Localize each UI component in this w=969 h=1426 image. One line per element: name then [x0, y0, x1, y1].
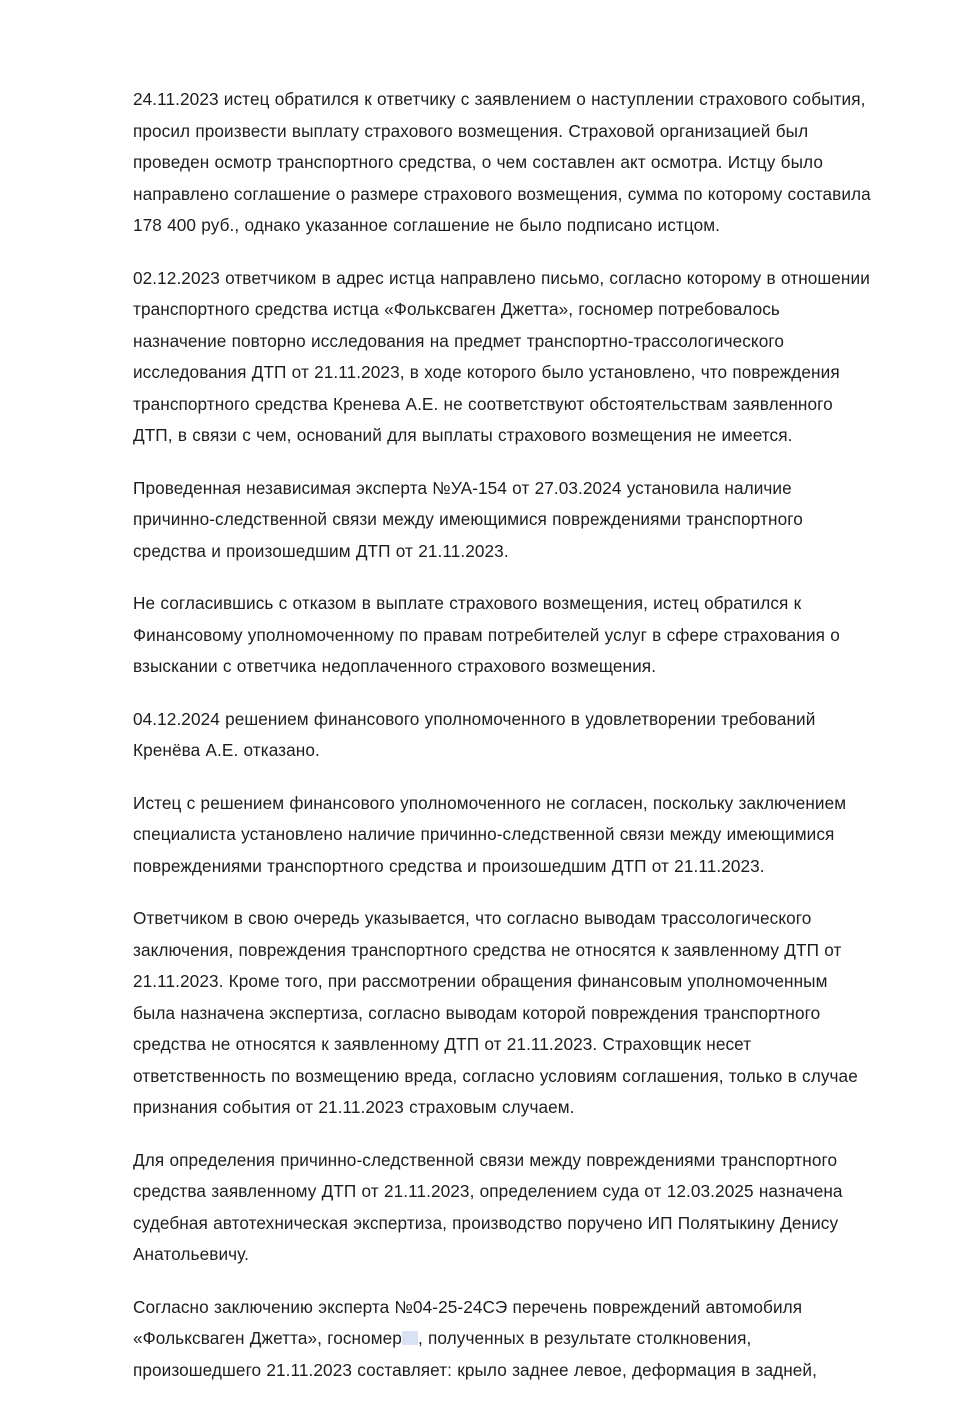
- redaction-mark: [402, 1331, 418, 1345]
- paragraph: 02.12.2023 ответчиком в адрес истца направлено письмо, согласно которому в отношении транспортного средства истца «Фольксваген Джетта», госномер потребовалось назначение повторно исследования на предмет транспортно-трассологического исследования ДТП от 21.11.2023, в ходе которого было установлено, что повреждения транспортного средства Кренева А.Е. не соответствуют обстоятельствам заявленного ДТП, в связи с чем, оснований для выплаты страхового возмещения не имеется.: [133, 267, 870, 445]
- paragraph-with-redaction: [133, 1292, 873, 1387]
- paragraph: 04.12.2024 решением финансового уполномоченного в удовлетворении требований Кренёва А.Е. отказано.: [133, 708, 816, 760]
- paragraph: Для определения причинно-следственной связи между повреждениями транспортного средства заявленному ДТП от 21.11.2023, определением суда от 12.03.2025 назначена судебная автотехническая экспертиза, производство поручено ИП Полятыкину Денису Анатольевичу.: [133, 1149, 843, 1264]
- paragraph: Истец с решением финансового уполномоченного не согласен, поскольку заключением специалиста установлено наличие причинно-следственной связи между имеющимися повреждениями транспортного средства и произошедшим ДТП от 21.11.2023.: [133, 792, 847, 876]
- document-body: [133, 84, 873, 1386]
- paragraph: Проведенная независимая эксперта №УА-154 от 27.03.2024 установила наличие причинно-следственной связи между имеющимися повреждениями транспортного средства и произошедшим ДТП от 21.11.2023.: [133, 477, 803, 561]
- paragraph: Не согласившись с отказом в выплате страхового возмещения, истец обратился к Финансовому уполномоченному по правам потребителей услуг в сфере страхования о взыскании с ответчика недоплаченного страхового возмещения.: [133, 593, 840, 676]
- paragraph-text-after-redaction: , полученных в результате столкновения, произошедшего 21.11.2023 составляет: крыло заднее левое, деформация в задней,: [133, 1328, 817, 1380]
- paragraph: 24.11.2023 истец обратился к ответчику с заявлением о наступлении страхового события, просил произвести выплату страхового возмещения. Страховой организацией был проведен осмотр транспортного средства, о чем составлен акт осмотра. Истцу было направлено соглашение о размере страхового возмещения, сумма по которому составила 178 400 руб., однако указанное соглашение не было подписано истцом.: [133, 89, 871, 235]
- paragraph-text-before-redaction: Согласно заключению эксперта №04-25-24СЭ перечень повреждений автомобиля «Фольксваген Джетта», госномер: [133, 1296, 803, 1348]
- paragraph: Ответчиком в свою очередь указывается, что согласно выводам трассологического заключения, повреждения транспортного средства не относятся к заявленному ДТП от 21.11.2023. Кроме того, при рассмотрении обращения финансовым уполномоченным была назначена экспертиза, согласно выводам которой повреждения транспортного средства не относятся к заявленному ДТП от 21.11.2023. Страховщик несет ответственность по возмещению вреда, согласно условиям соглашения, только в случае признания события от 21.11.2023 страховым случаем.: [133, 908, 858, 1117]
